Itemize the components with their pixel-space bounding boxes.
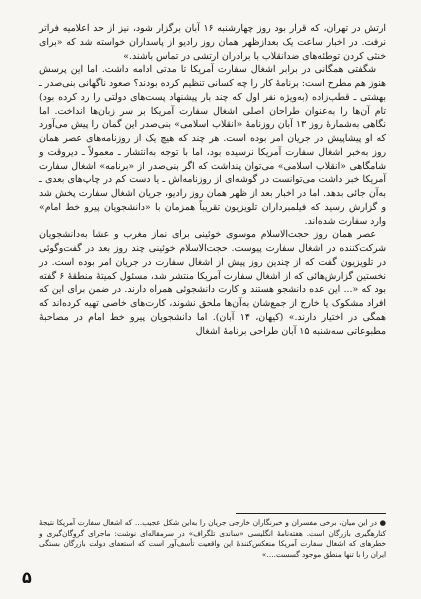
paragraph-2: شگفتی همگانی در برابر اشغال سفارت آمریکا تا مدتی ادامه داشت. اما این پرسش هنوز هم مطرح است: برنامهٔ کار را چه کسانی تنظیم کرده بودند؟ صعود ناگهانی بنی‌صدر ـ بهشتی ـ قطب‌زاده (به‌ویژه نفر اول که چند بار پیشنهاد پست‌های دولتی را رد کرده بود) تام آن‌ها را به‌عنوان طراحان اصلی اشغال سفارت آمریکا بر سر زبان‌ها انداخت. اما نگاهی به‌شمارهٔ روز ۱۳ آبان روزنامهٔ «انقلاب اسلامی» بنی‌صدر این گمان را پیش می‌آورد که او پیشاپیش در جریان امر بوده است. هر چند که هیچ یک از روزنامه‌های عصر همان روز به‌خبر اشغال سفارت آمریکا نرسیده بود، اما با توجه به‌انتشار ـ معمولاً ـ دیروقت و شامگاهی «انقلاب اسلامی» می‌توان پنداشت که اگر بنی‌صدر از «برنامه» اشغال سفارت آمریکا خبر داشت می‌توانست در گوشه‌ای از روزنامه‌اش ـ یا دست کم در چاپ‌های بعدی ـ به‌آن جائی بدهد. اما در اخبار بعد از ظهر همان روز رادیو، جریان اشغال سفارت پخش شد و گزارش رسید که فیلمبرداران تلویزیون تقریباً همزمان با «دانشجویان پیرو خط امام» وارد سفارت شده‌اند. (39, 64, 386, 227)
main-text (39, 22, 386, 338)
page-number: ۵ (22, 568, 32, 587)
paragraph-3: عصر همان روز حجت‌الاسلام موسوی خوئینی برای نماز مغرب و عشا به‌دانشجویان شرکت‌کننده در اشغال سفارت پیوست. حجت‌الاسلام خوئینی چند روز بعد در گفت‌وگوئی در تلویزیون گفت که از چندین روز پیش از اشغال سفارت در جریان امر بوده است. در نخستین گزارش‌هائی که از اشغال سفارت آمریکا منتشر شد، مسئول کمیتهٔ منطقهٔ ۶ گفته بود که «... این عده دانشجو هستند و کارت دانشجوئی همراه دارند. در ضمن برای این که افراد مشکوک یا خارج از جمع‌شان به‌آن‌ها ملحق نشوند، کارت‌های خاصی تهیه کرده‌اند که همگی در اختیار دارند.» (کیهان، ۱۴ آبان). اما دانشجویان پیرو خط امام در مصاحبهٔ مطبوعاتی سه‌شنبه ۱۵ آبان طراحی برنامهٔ اشغال (39, 229, 386, 337)
paragraph-1: ارتش در تهران، که قرار بود روز چهارشنبه ۱۶ آبان برگزار شود، نیز از حد اعلامیه فراتر نرفت. در اخبار ساعت یک بعدازظهر همان روز رادیو از پاسداران خواسته شد که «برای خنثی کردن توطئه‌های ضدانقلاب با برادران ارتشی در تماس باشند.» (39, 23, 386, 62)
footnote-divider (236, 513, 386, 514)
footnote-text: ● در این میان، برخی مفسران و خبرنگاران خارجی جریان را به‌این شکل عجیب… که اشغال سفارت آمریکا نتیجهٔ کنارهگیری بازرگان است. هفته‌نامهٔ انگلیسی «ساندی تلگراف» در سرمقاله‌ای نوشت: ماجرای گروگان‌گیری و خطرها‌ی که اشغال سفارت آمریکا منعکس‌کنندهٔ این واقعیت تأسف‌آور است که استعفای دولت بازرگان بستگی ایران را با تنها منطق موجود گسست.…» (39, 518, 386, 559)
footnote (39, 518, 386, 560)
